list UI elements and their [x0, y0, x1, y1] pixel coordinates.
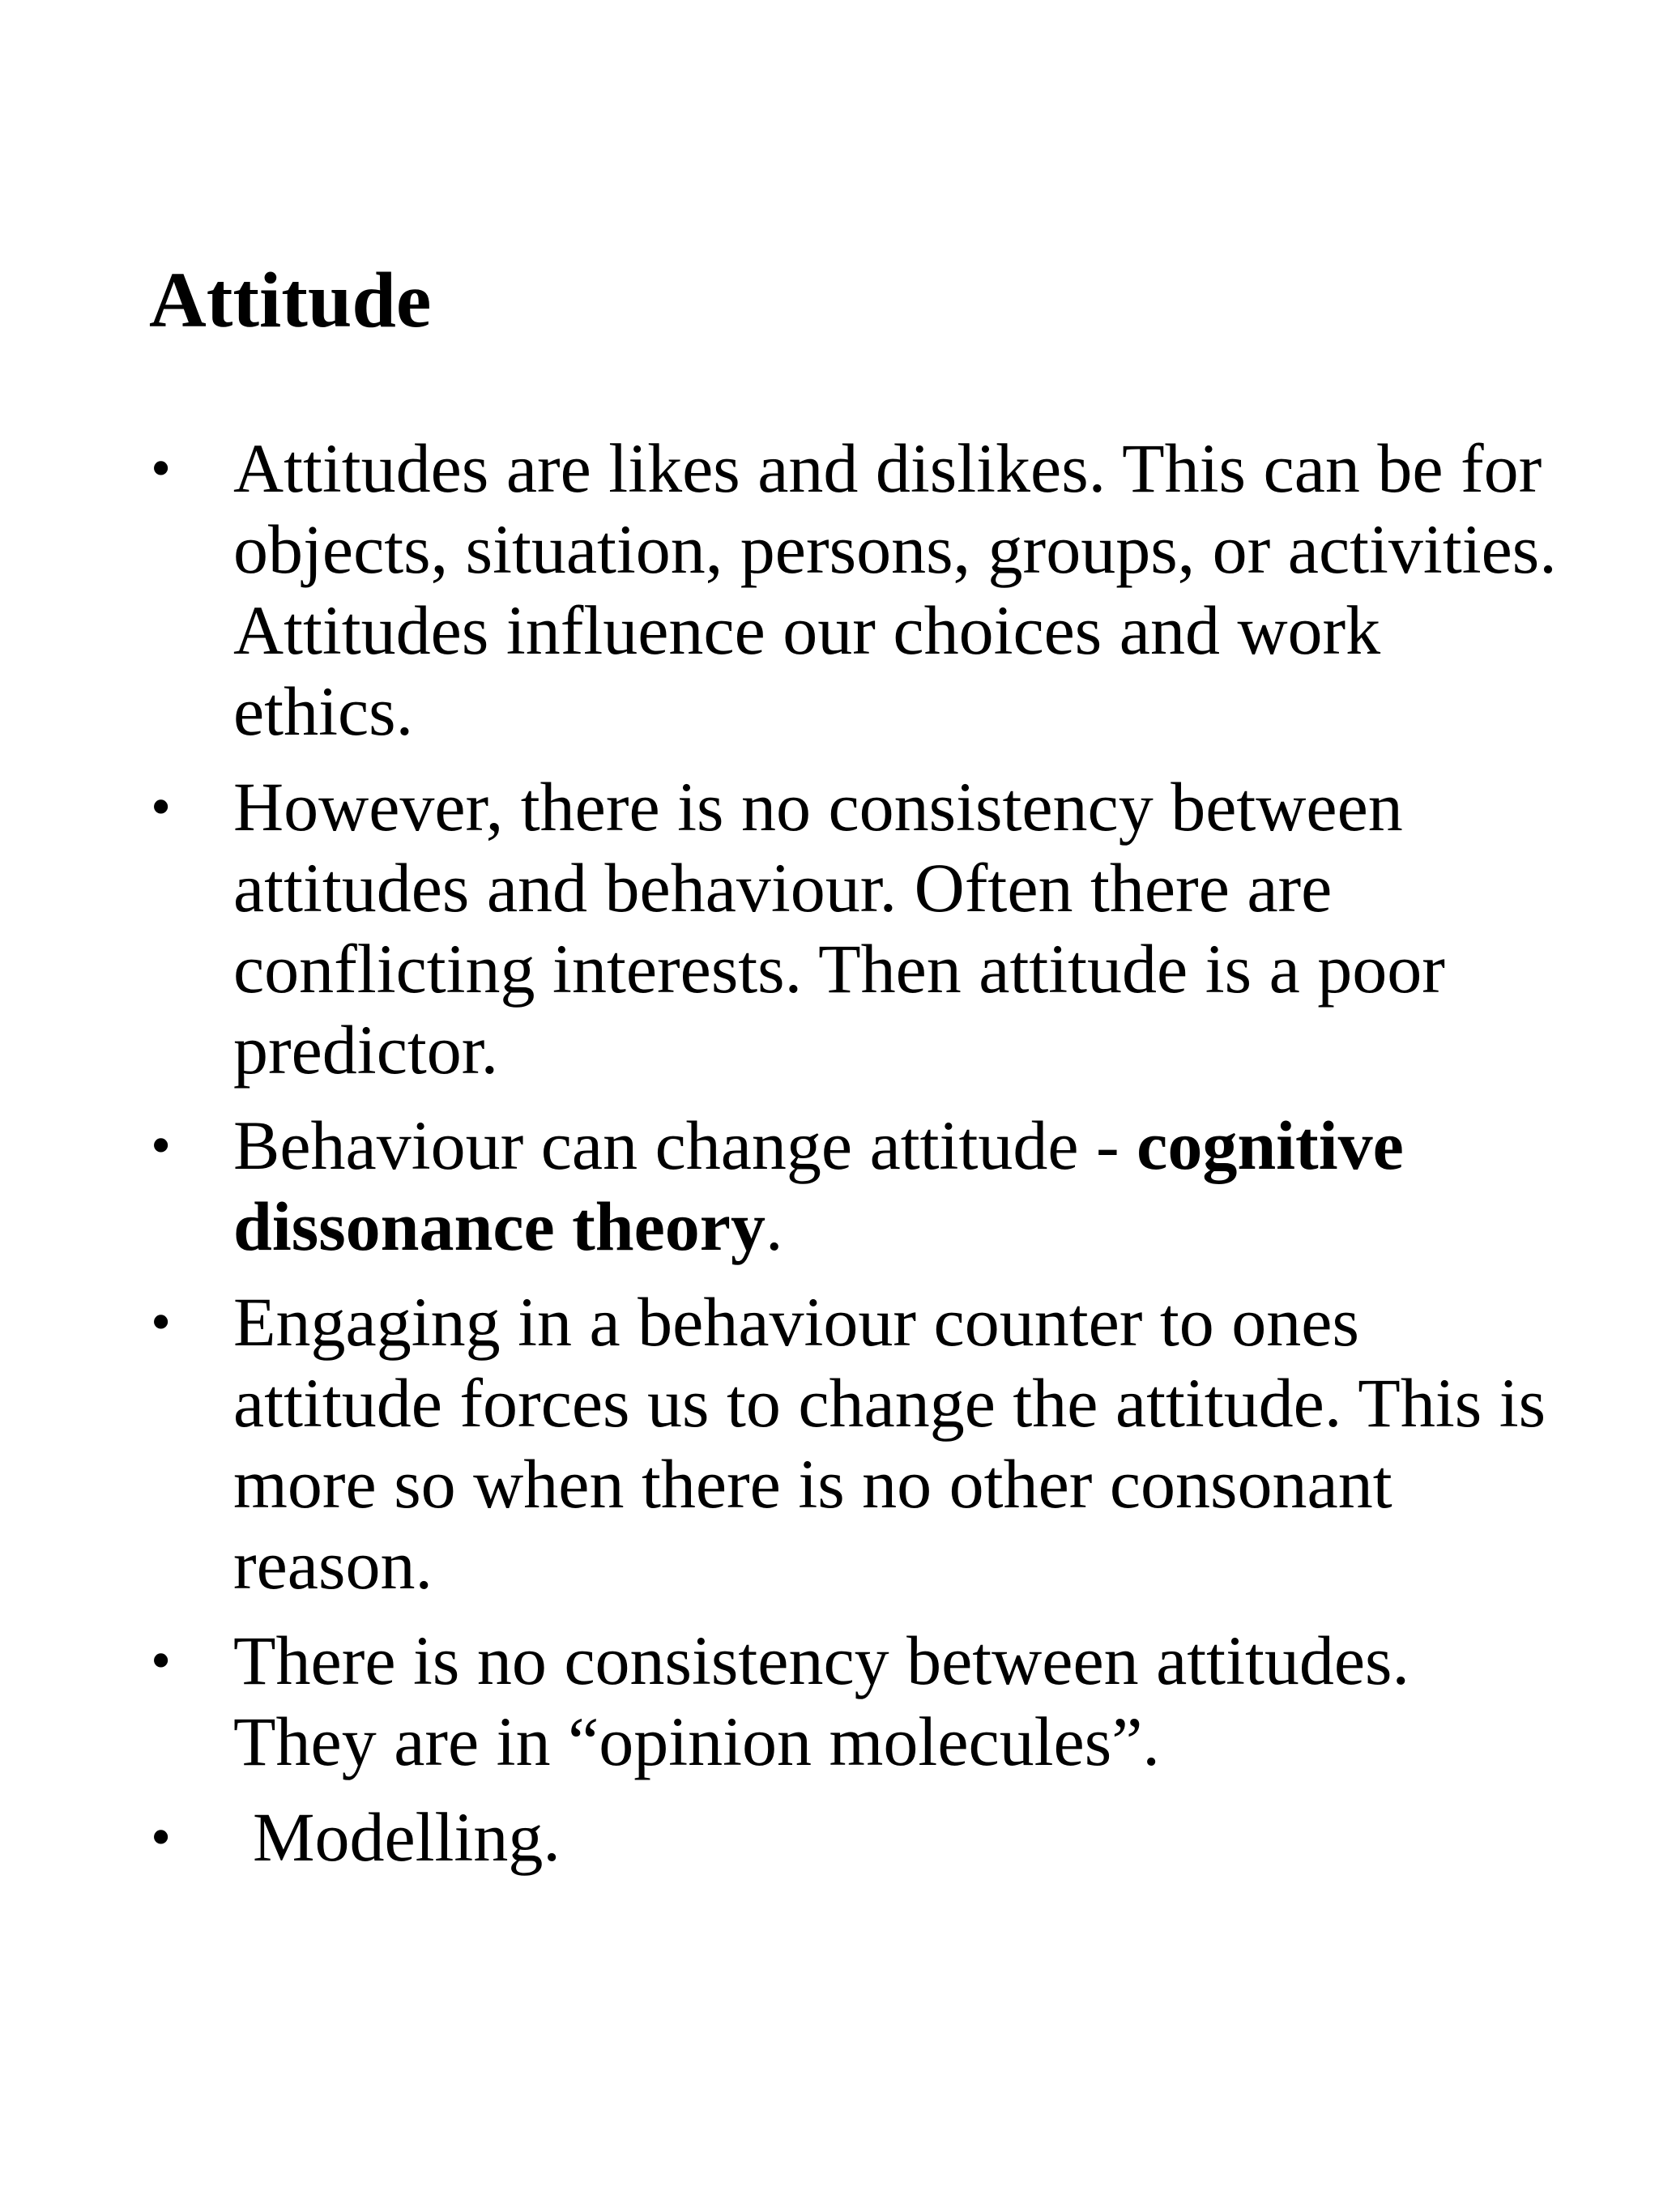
bullet-item	[0, 428, 1659, 752]
bullet-text	[233, 1106, 1404, 1265]
bullet-text-trail: .	[765, 1187, 783, 1265]
bullet-text: Engaging in a behaviour counter to ones attitude forces us to change the attitude. This is more so when there is no other consonant reason.	[233, 1283, 1546, 1604]
bullet-icon: •	[151, 774, 172, 839]
slide-title: Attitude	[149, 257, 432, 344]
bullet-text: Modelling.	[253, 1798, 561, 1876]
bullet-text: Attitudes are likes and dislikes. This can be for objects, situation, persons, groups, or activities. Attitudes influence our choices and work ethics.	[233, 429, 1557, 750]
bullet-list	[0, 428, 1659, 1892]
bullet-item	[0, 1620, 1659, 1782]
bullet-text-lead: Behaviour can change attitude -	[233, 1106, 1137, 1184]
bullet-item	[0, 1281, 1659, 1605]
bullet-icon: •	[151, 1628, 172, 1693]
bullet-text: There is no consistency between attitudes. They are in “opinion molecules”.	[233, 1622, 1410, 1780]
bullet-icon: •	[151, 1805, 172, 1869]
bullet-icon: •	[151, 1113, 172, 1178]
bullet-item	[0, 766, 1659, 1090]
bullet-item	[0, 1105, 1659, 1267]
bullet-icon: •	[151, 1289, 172, 1354]
bullet-icon: •	[151, 436, 172, 501]
bullet-text: However, there is no consistency between attitudes and behaviour. Often there are conflicting interests. Then attitude is a poor predictor.	[233, 768, 1445, 1089]
bullet-item	[0, 1796, 1659, 1877]
emphasized-term: cognitive dissonance theory	[233, 1106, 1404, 1265]
